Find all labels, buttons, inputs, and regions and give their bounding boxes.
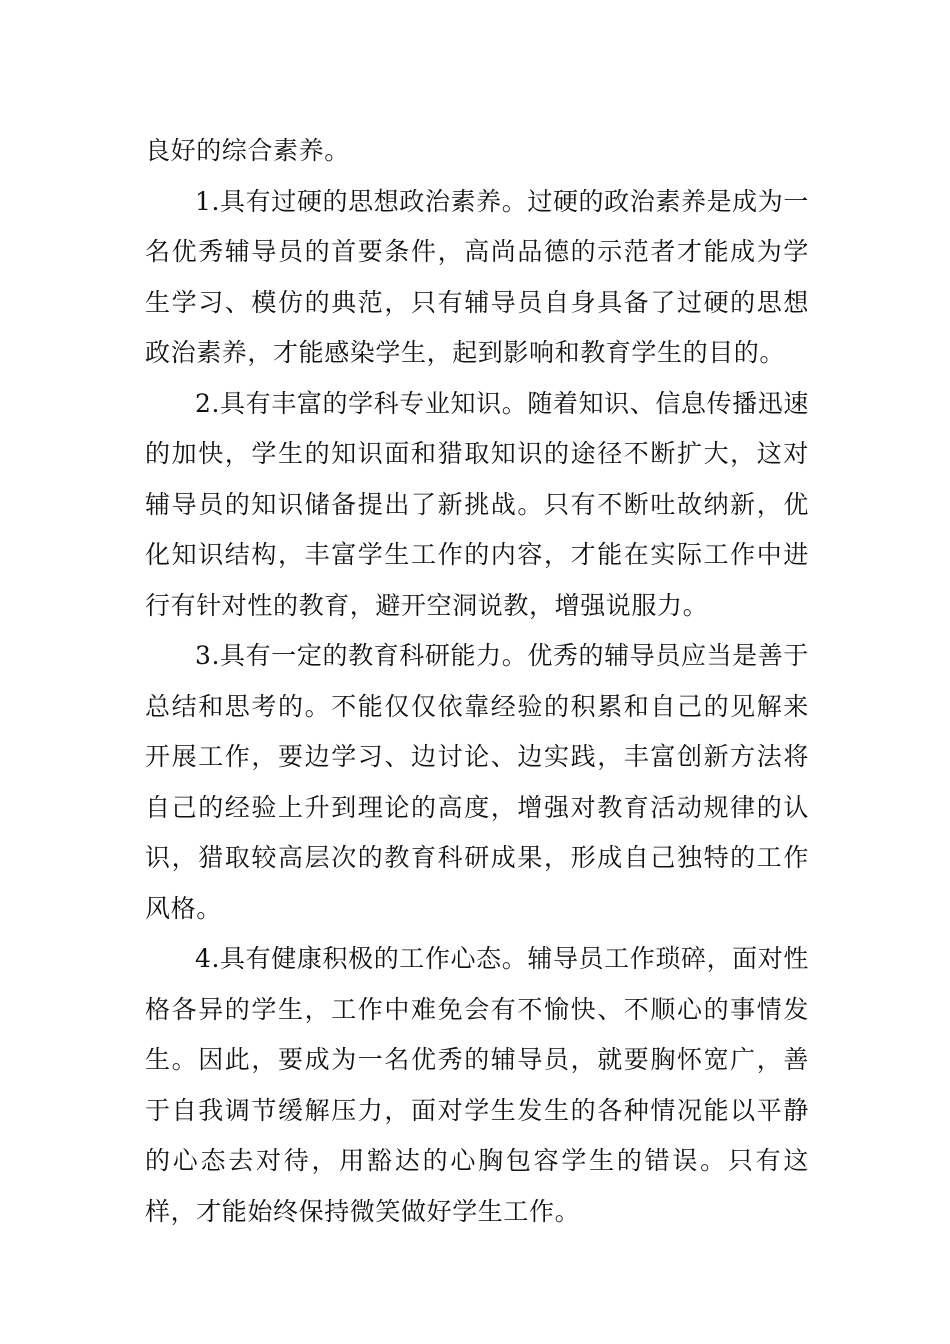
- paragraph-research-ability: 3.具有一定的教育科研能力。优秀的辅导员应当是善于总结和思考的。不能仅仅依靠经验的积累和自己的见解来开展工作，要边学习、边讨论、边实践，丰富创新方法将自己的经验上升到理论的高度，增强对教育活动规律的认识，猎取较高层次的教育科研成果，形成自己独特的工作风格。: [145, 641, 809, 923]
- document-body: [145, 126, 809, 1237]
- paragraph-professional-knowledge: 2.具有丰富的学科专业知识。随着知识、信息传播迅速的加快，学生的知识面和猎取知识的途径不断扩大，这对辅导员的知识储备提出了新挑战。只有不断吐故纳新，优化知识结构，丰富学生工作的内容，才能在实际工作中进行有针对性的教育，避开空洞说教，增强说服力。: [145, 388, 809, 620]
- paragraph-political-quality: 1.具有过硬的思想政治素养。过硬的政治素养是成为一名优秀辅导员的首要条件，高尚品德的示范者才能成为学生学习、模仿的典范，只有辅导员自身具备了过硬的思想政治素养，才能感染学生，起到影响和教育学生的目的。: [145, 186, 809, 367]
- paragraph-continuation: 良好的综合素养。: [145, 136, 350, 165]
- paragraph-work-attitude: 4.具有健康积极的工作心态。辅导员工作琐碎，面对性格各异的学生，工作中难免会有不愉快、不顺心的事情发生。因此，要成为一名优秀的辅导员，就要胸怀宽广，善于自我调节缓解压力，面对学生发生的各种情况能以平静的心态去对待，用豁达的心胸包容学生的错误。只有这样，才能始终保持微笑做好学生工作。: [145, 944, 809, 1226]
